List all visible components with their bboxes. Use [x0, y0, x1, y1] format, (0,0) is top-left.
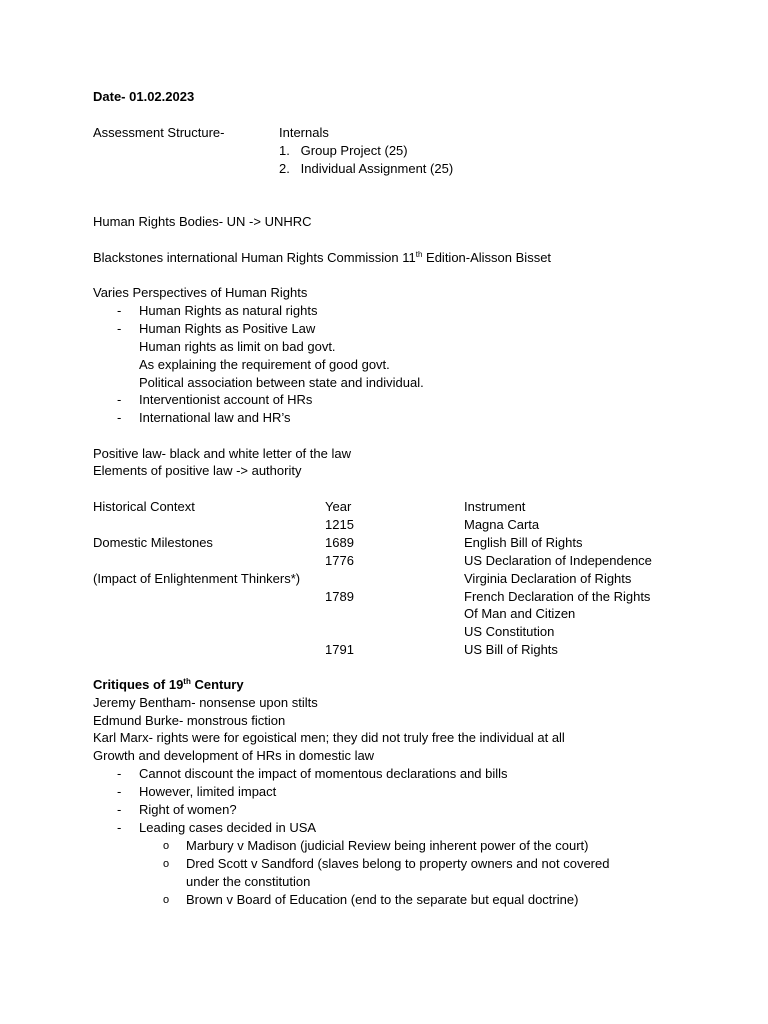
critique-line: Growth and development of HRs in domestic law	[93, 748, 375, 763]
assessment-item-2: 2. Individual Assignment (25)	[279, 161, 454, 176]
critiques-heading: Critiques of 19th Century	[93, 677, 244, 692]
hr-bodies-line: Human Rights Bodies- UN -> UNHRC	[93, 214, 312, 229]
circle-bullet-icon: o	[163, 894, 170, 906]
critique-bullet: However, limited impact	[139, 784, 277, 799]
case-item: Marbury v Madison (judicial Review being inherent power of the court)	[186, 838, 589, 853]
critique-bullet: Leading cases decided in USA	[139, 820, 317, 835]
table-cell-instrument: French Declaration of the Rights	[464, 589, 651, 604]
col-header-instrument: Instrument	[464, 499, 526, 514]
perspective-item: Human Rights as natural rights	[139, 303, 318, 318]
bullet-dash: -	[117, 410, 122, 425]
positive-law-line: Positive law- black and white letter of the law	[93, 446, 351, 461]
table-cell-instrument: US Constitution	[464, 624, 555, 639]
table-cell-context: (Impact of Enlightenment Thinkers*)	[93, 571, 301, 586]
blackstones-line: Blackstones international Human Rights Commission 11th Edition-Alisson Bisset	[93, 250, 552, 265]
table-cell-year: 1689	[325, 535, 354, 550]
col-header-year: Year	[325, 499, 352, 514]
table-cell-instrument: Virginia Declaration of Rights	[464, 571, 632, 586]
case-item: Brown v Board of Education (end to the separate but equal doctrine)	[186, 892, 579, 907]
table-cell-instrument: US Bill of Rights	[464, 642, 558, 657]
table-cell-instrument: US Declaration of Independence	[464, 553, 652, 568]
date-line: Date- 01.02.2023	[93, 89, 195, 104]
bullet-dash: -	[117, 820, 122, 835]
table-cell-year: 1776	[325, 553, 354, 568]
perspective-item: Interventionist account of HRs	[139, 392, 313, 407]
bullet-dash: -	[117, 784, 122, 799]
col-header-context: Historical Context	[93, 499, 195, 514]
positive-law-line: Elements of positive law -> authority	[93, 463, 302, 478]
bullet-dash: -	[117, 802, 122, 817]
bullet-dash: -	[117, 766, 122, 781]
internals-label: Internals	[279, 125, 329, 140]
perspectives-heading: Varies Perspectives of Human Rights	[93, 285, 308, 300]
critique-line: Edmund Burke- monstrous fiction	[93, 713, 286, 728]
perspective-item: Human Rights as Positive Law	[139, 321, 316, 336]
table-cell-year: 1215	[325, 517, 354, 532]
assessment-label: Assessment Structure-	[93, 125, 225, 140]
case-item-continuation: under the constitution	[186, 874, 311, 889]
table-cell-instrument: Of Man and Citizen	[464, 606, 576, 621]
circle-bullet-icon: o	[163, 858, 170, 870]
assessment-item-1: 1. Group Project (25)	[279, 143, 408, 158]
critique-line: Jeremy Bentham- nonsense upon stilts	[93, 695, 318, 710]
critique-line: Karl Marx- rights were for egoistical men; they did not truly free the individual at all	[93, 730, 565, 745]
bullet-dash: -	[117, 321, 122, 336]
critique-bullet: Right of women?	[139, 802, 237, 817]
table-cell-context: Domestic Milestones	[93, 535, 213, 550]
perspective-subline: Human rights as limit on bad govt.	[139, 339, 336, 354]
perspective-subline: Political association between state and individual.	[139, 375, 424, 390]
table-cell-year: 1789	[325, 589, 354, 604]
perspective-subline: As explaining the requirement of good govt.	[139, 357, 390, 372]
table-cell-year: 1791	[325, 642, 354, 657]
case-item: Dred Scott v Sandford (slaves belong to property owners and not covered	[186, 856, 610, 871]
circle-bullet-icon: o	[163, 840, 170, 852]
table-cell-instrument: Magna Carta	[464, 517, 540, 532]
table-cell-instrument: English Bill of Rights	[464, 535, 583, 550]
perspective-item: International law and HR’s	[139, 410, 291, 425]
bullet-dash: -	[117, 392, 122, 407]
critique-bullet: Cannot discount the impact of momentous declarations and bills	[139, 766, 508, 781]
bullet-dash: -	[117, 303, 122, 318]
